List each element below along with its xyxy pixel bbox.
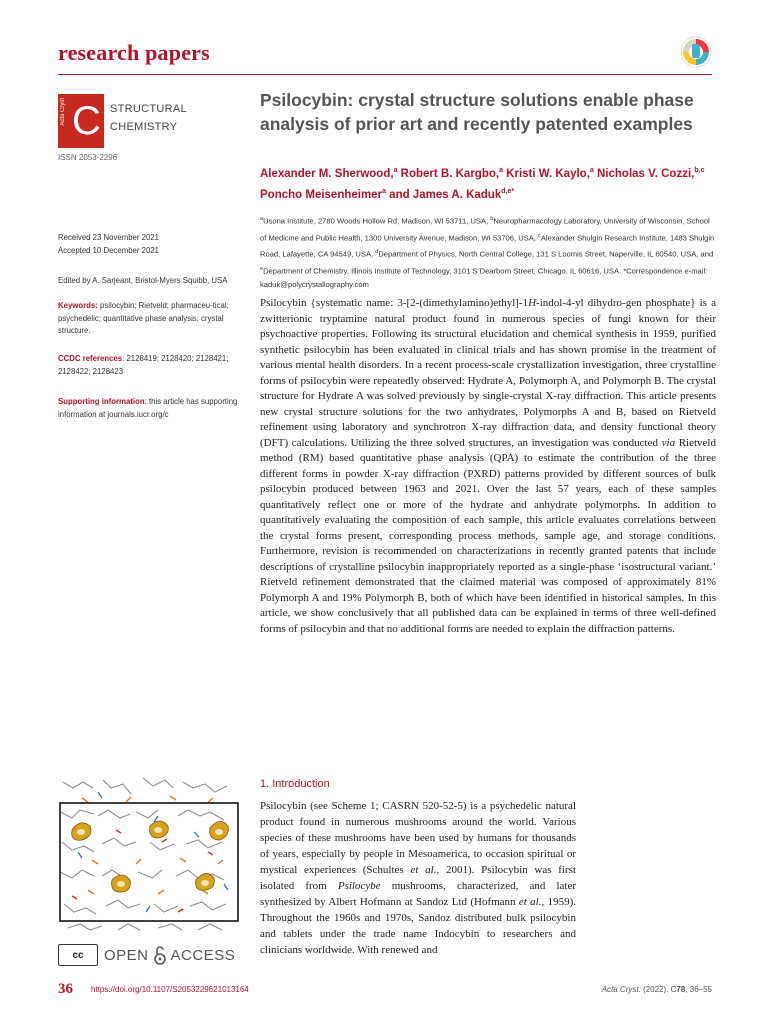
article-title: Psilocybin: crystal structure solutions enable phase analysis of prior art and recently patented examples xyxy=(260,90,694,134)
supporting-information xyxy=(58,396,248,421)
affiliations: $^a$Usona Institute, 2780 Woods Hollow Rd, Madison, WI 53711, USA, $^b$Neuropharmacology Laboratory, University of Wisconsin, School of Medicine and Public Health, 1300 University Avenue, Madison, WI 53706, USA, $^c$Alexander Shulgin Research Institute, 1483 Shulgin Road, Lafayette, CA 94549, USA, $^d$Department of Physics, North Central College, 131 S Loomis Street, Naperville, IL 60540, USA, and $^e$Department of Chemistry, Illinois Institute of Technology, 3101 S Dearborn Street, Chicago, IL 60616, USA. *Correspondence e-mail: kaduk@polycrystallography.com xyxy=(260,216,715,290)
article-dates xyxy=(58,232,248,257)
journal-logo-letter: C xyxy=(72,99,101,143)
crystal-structure-figure xyxy=(58,772,242,936)
ccdc-label[interactable]: CCDC references xyxy=(58,354,123,363)
author[interactable]: Poncho Meisenheimer$^a$ xyxy=(260,187,386,201)
page-number: 36 xyxy=(58,981,73,997)
open-access-badges xyxy=(58,944,235,966)
journal-name-line1: STRUCTURAL xyxy=(110,103,187,115)
intro-text: Psilocybin (see Scheme 1; CASRN 520-52-5) is a psychedelic natural product found in numerous mushrooms around the world. Various species of these mushrooms have been used by humans for thousands of years, especially by people in Mesoamerica, to occasion spiritual or mystical experiences (Schultes et al., 2001). Psilocybin was first isolated from Psilocybe mushrooms, characterized, and later synthesized by Albert Hofmann at Sandoz Ltd (Hofmann et al., 1959). Throughout the 1960s and 1970s, Sandoz distributed bulk psilocybin and tablets under the trade name Indocybin to researchers and clinicians worldwide. With renewed and xyxy=(260,800,576,956)
open-access-label xyxy=(104,945,235,965)
doi-link[interactable]: https://doi.org/10.1107/S2053229621013164 xyxy=(91,985,249,994)
access-text: ACCESS xyxy=(170,946,236,964)
citation: Acta Cryst. (2022). C78, 36–55 xyxy=(601,985,712,994)
author[interactable]: Kristi W. Kaylo,$^a$ xyxy=(506,167,594,180)
author[interactable]: Alexander M. Sherwood,$^a$ xyxy=(260,167,398,180)
ccdc-references xyxy=(58,353,248,378)
edited-by: Edited by A. Sarjeant, Bristol-Myers Squibb, USA xyxy=(58,276,228,285)
received-date: Received 23 November 2021 xyxy=(58,233,159,242)
journal-logo xyxy=(58,94,104,148)
intro-heading: 1. Introduction xyxy=(260,778,330,790)
section-title: research papers xyxy=(58,40,210,65)
ccdc-text: : 2128419; 2128420; 2128421; 2128422; 2128423 xyxy=(58,354,229,376)
supporting-info-label[interactable]: Supporting information xyxy=(58,397,145,406)
accepted-date: Accepted 10 December 2021 xyxy=(58,245,159,255)
keywords xyxy=(58,300,248,338)
author-list xyxy=(260,162,720,204)
journal-logo-side-text: Acta Cryst xyxy=(60,98,66,126)
author[interactable]: and James A. Kaduk$^{d,e*}$ xyxy=(389,187,515,201)
cc-label: cc xyxy=(72,949,84,961)
issn: ISSN 2053-2296 xyxy=(58,153,118,162)
supporting-info-text: : this article has supporting information at journals.iucr.org/c xyxy=(58,397,238,419)
journal-name xyxy=(110,100,187,136)
abstract: Psilocybin {systematic name: 3-[2-(dimethylamino)ethyl]-1H-indol-4-yl dihydro-gen phosphate} is a zwitterionic tryptamine natural product found in numerous species of fungi known for their psychoactive properties. Following its structural elucidation and chemical synthesis in 1959, purified synthetic psilocybin has been evaluated in clinical trials and has shown promise in the treatment of various mental health disorders. In a recent process-scale crystallization investigation, three crystalline forms of psilocybin were repeatedly observed: Hydrate A, Polymorph A, and Polymorph B. The crystal structure for Hydrate A was solved previously by single-crystal X-ray diffraction. This article presents new crystal structure solutions for the two anhydrates, Polymorphs A and B, based on Rietveld refinement using laboratory and synchrotron X-ray diffraction data, and density functional theory (DFT) calculations. Utilizing the three solved structures, an investigation was conducted via Rietveld method (RM) based quantitative phase analysis (QPA) to estimate the contribution of the three different forms in powder X-ray diffraction (PXRD) patterns provided by different sources of bulk psilocybin produced between 1963 and 2021. Over the last 57 years, each of these samples quantitatively reflect one or more of the hydrate and anhydrate polymorphs. In addition to quantitatively evaluating the composition of each sample, this article evaluates correlations between the crystal forms present, corresponding process methods, sample age, and storage conditions. Furthermore, revision is recommended on characterizations in recently granted patents that include descriptions of crystalline psilocybin inappropriately reported as a single-phase ‘isostructural variant.’ Rietveld refinement demonstrated that the claimed material was composed of approximately 81% Polymorph A and 19% Polymorph B, both of which have been identified in historical samples. In this article, we show conclusively that all published data can be explained in terms of three well-defined forms of psilocybin and that no additional forms are needed to explain the diffraction patterns. xyxy=(260,297,716,635)
journal-name-line2: CHEMISTRY xyxy=(110,121,178,133)
author[interactable]: Nicholas V. Cozzi,$^{b,c}$ xyxy=(597,167,705,180)
creative-commons-icon[interactable] xyxy=(58,944,98,966)
open-access-lock-icon xyxy=(153,945,167,965)
header-rule xyxy=(58,74,712,75)
author[interactable]: Robert B. Kargbo,$^a$ xyxy=(400,167,503,180)
keywords-label: Keywords: xyxy=(58,301,98,310)
keywords-text: psilocybin; Rietveld; pharmaceu-tical; psychedelic; quantitative phase analysis; crystal structure. xyxy=(58,301,229,335)
open-text: OPEN xyxy=(104,946,149,964)
crossmark-icon[interactable] xyxy=(680,36,712,68)
